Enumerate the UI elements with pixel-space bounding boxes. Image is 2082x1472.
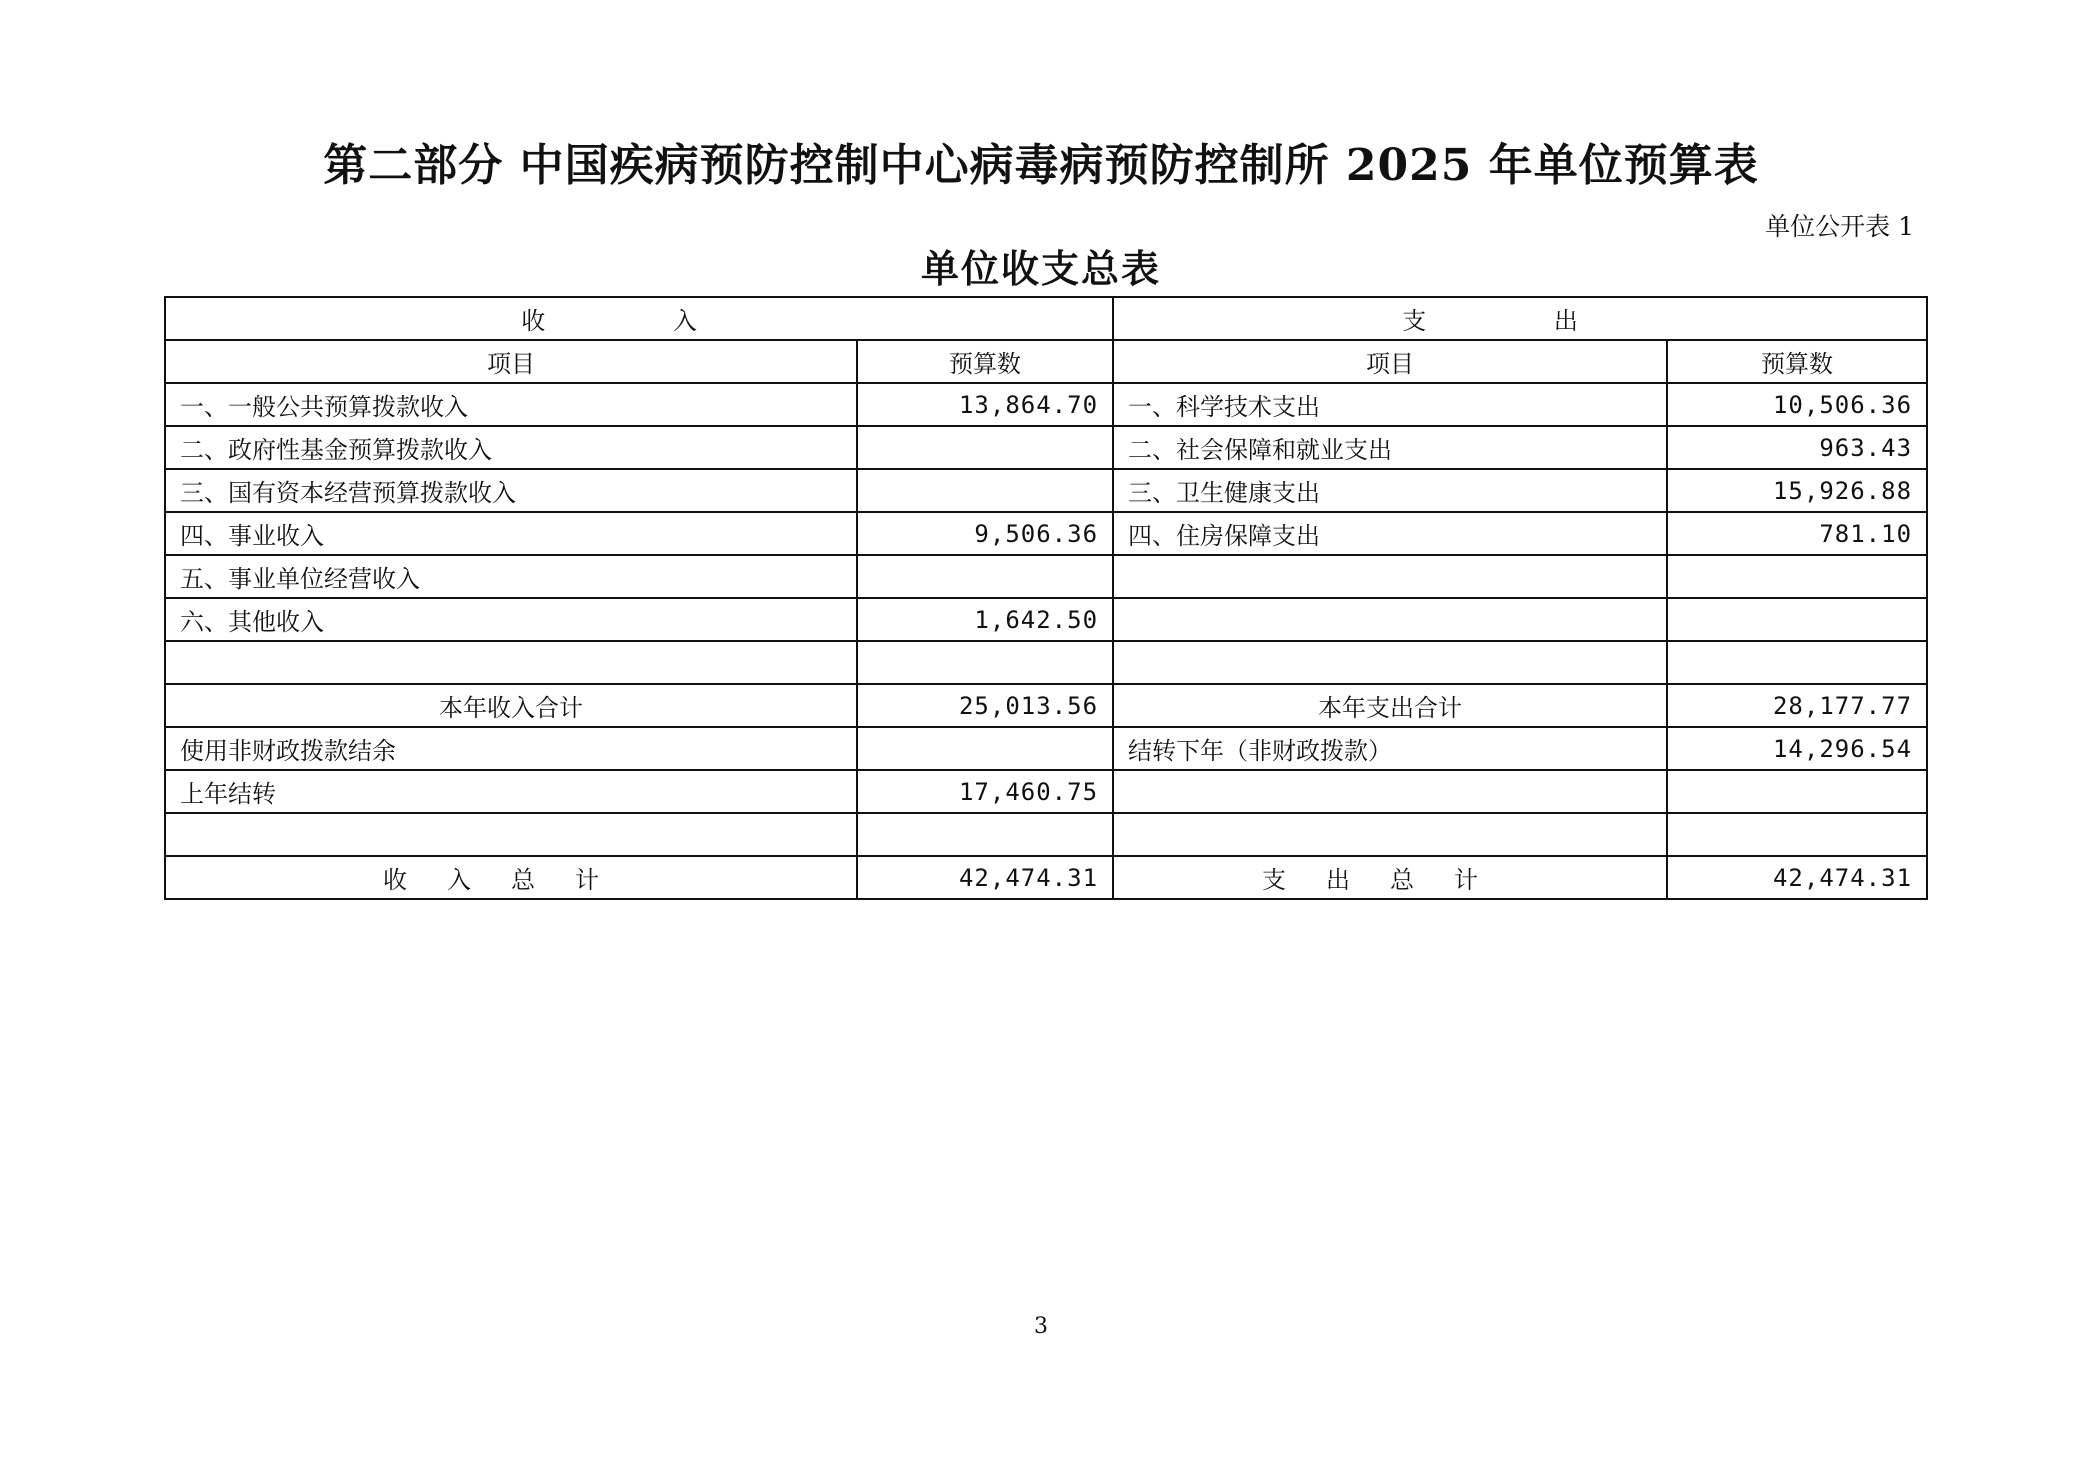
expense-grand-total-label: 支出总计 <box>1113 856 1667 899</box>
income-amount-column-header: 预算数 <box>857 340 1113 383</box>
expense-item <box>1113 770 1667 813</box>
expense-item: 一、科学技术支出 <box>1113 383 1667 426</box>
expense-amount <box>1667 813 1927 856</box>
expense-section-header: 支 出 <box>1113 297 1927 340</box>
income-item: 使用非财政拨款结余 <box>165 727 857 770</box>
section-header-row <box>165 297 1927 340</box>
expense-item: 四、住房保障支出 <box>1113 512 1667 555</box>
income-item: 三、国有资本经营预算拨款收入 <box>165 469 857 512</box>
expense-amount <box>1667 641 1927 684</box>
table-row <box>165 813 1927 856</box>
page-number: 3 <box>1034 1314 1048 1339</box>
income-section-header: 收 入 <box>165 297 1113 340</box>
income-item <box>165 813 857 856</box>
expense-amount <box>1667 598 1927 641</box>
expense-amount: 10,506.36 <box>1667 383 1927 426</box>
year-expense-total: 28,177.77 <box>1667 684 1927 727</box>
expense-item <box>1113 555 1667 598</box>
income-amount: 17,460.75 <box>857 770 1113 813</box>
year-income-total: 25,013.56 <box>857 684 1113 727</box>
income-item: 上年结转 <box>165 770 857 813</box>
expense-item: 二、社会保障和就业支出 <box>1113 426 1667 469</box>
table-row <box>165 770 1927 813</box>
income-amount <box>857 469 1113 512</box>
income-item: 二、政府性基金预算拨款收入 <box>165 426 857 469</box>
table-row <box>165 426 1927 469</box>
expense-amount: 15,926.88 <box>1667 469 1927 512</box>
table-row <box>165 598 1927 641</box>
expense-item <box>1113 598 1667 641</box>
page-title: 第二部分 中国疾病预防控制中心病毒病预防控制所 2025 年单位预算表 <box>323 140 1759 191</box>
income-grand-total-label: 收入总计 <box>165 856 857 899</box>
expense-amount <box>1667 555 1927 598</box>
income-amount: 13,864.70 <box>857 383 1113 426</box>
expense-amount: 14,296.54 <box>1667 727 1927 770</box>
expense-amount: 781.10 <box>1667 512 1927 555</box>
column-header-row <box>165 340 1927 383</box>
table-row <box>165 555 1927 598</box>
year-income-total-label: 本年收入合计 <box>165 684 857 727</box>
income-amount <box>857 555 1113 598</box>
income-item: 四、事业收入 <box>165 512 857 555</box>
budget-summary-table <box>164 296 1928 900</box>
income-amount <box>857 426 1113 469</box>
expense-item <box>1113 813 1667 856</box>
expense-item: 结转下年（非财政拨款） <box>1113 727 1667 770</box>
income-item: 五、事业单位经营收入 <box>165 555 857 598</box>
income-item: 六、其他收入 <box>165 598 857 641</box>
income-amount <box>857 727 1113 770</box>
expense-item: 三、卫生健康支出 <box>1113 469 1667 512</box>
expense-grand-total: 42,474.31 <box>1667 856 1927 899</box>
expense-amount-column-header: 预算数 <box>1667 340 1927 383</box>
expense-item <box>1113 641 1667 684</box>
year-expense-total-label: 本年支出合计 <box>1113 684 1667 727</box>
income-grand-total: 42,474.31 <box>857 856 1113 899</box>
table-row <box>165 512 1927 555</box>
table-row <box>165 469 1927 512</box>
year-total-row <box>165 684 1927 727</box>
income-item-column-header: 项目 <box>165 340 857 383</box>
income-amount <box>857 813 1113 856</box>
table-row <box>165 641 1927 684</box>
table-title: 单位收支总表 <box>920 246 1161 291</box>
table-row <box>165 727 1927 770</box>
table-row <box>165 383 1927 426</box>
income-amount <box>857 641 1113 684</box>
income-amount: 1,642.50 <box>857 598 1113 641</box>
income-amount: 9,506.36 <box>857 512 1113 555</box>
expense-item-column-header: 项目 <box>1113 340 1667 383</box>
income-item: 一、一般公共预算拨款收入 <box>165 383 857 426</box>
grand-total-row <box>165 856 1927 899</box>
form-code-label: 单位公开表 1 <box>1765 212 1914 241</box>
expense-amount: 963.43 <box>1667 426 1927 469</box>
income-item <box>165 641 857 684</box>
expense-amount <box>1667 770 1927 813</box>
